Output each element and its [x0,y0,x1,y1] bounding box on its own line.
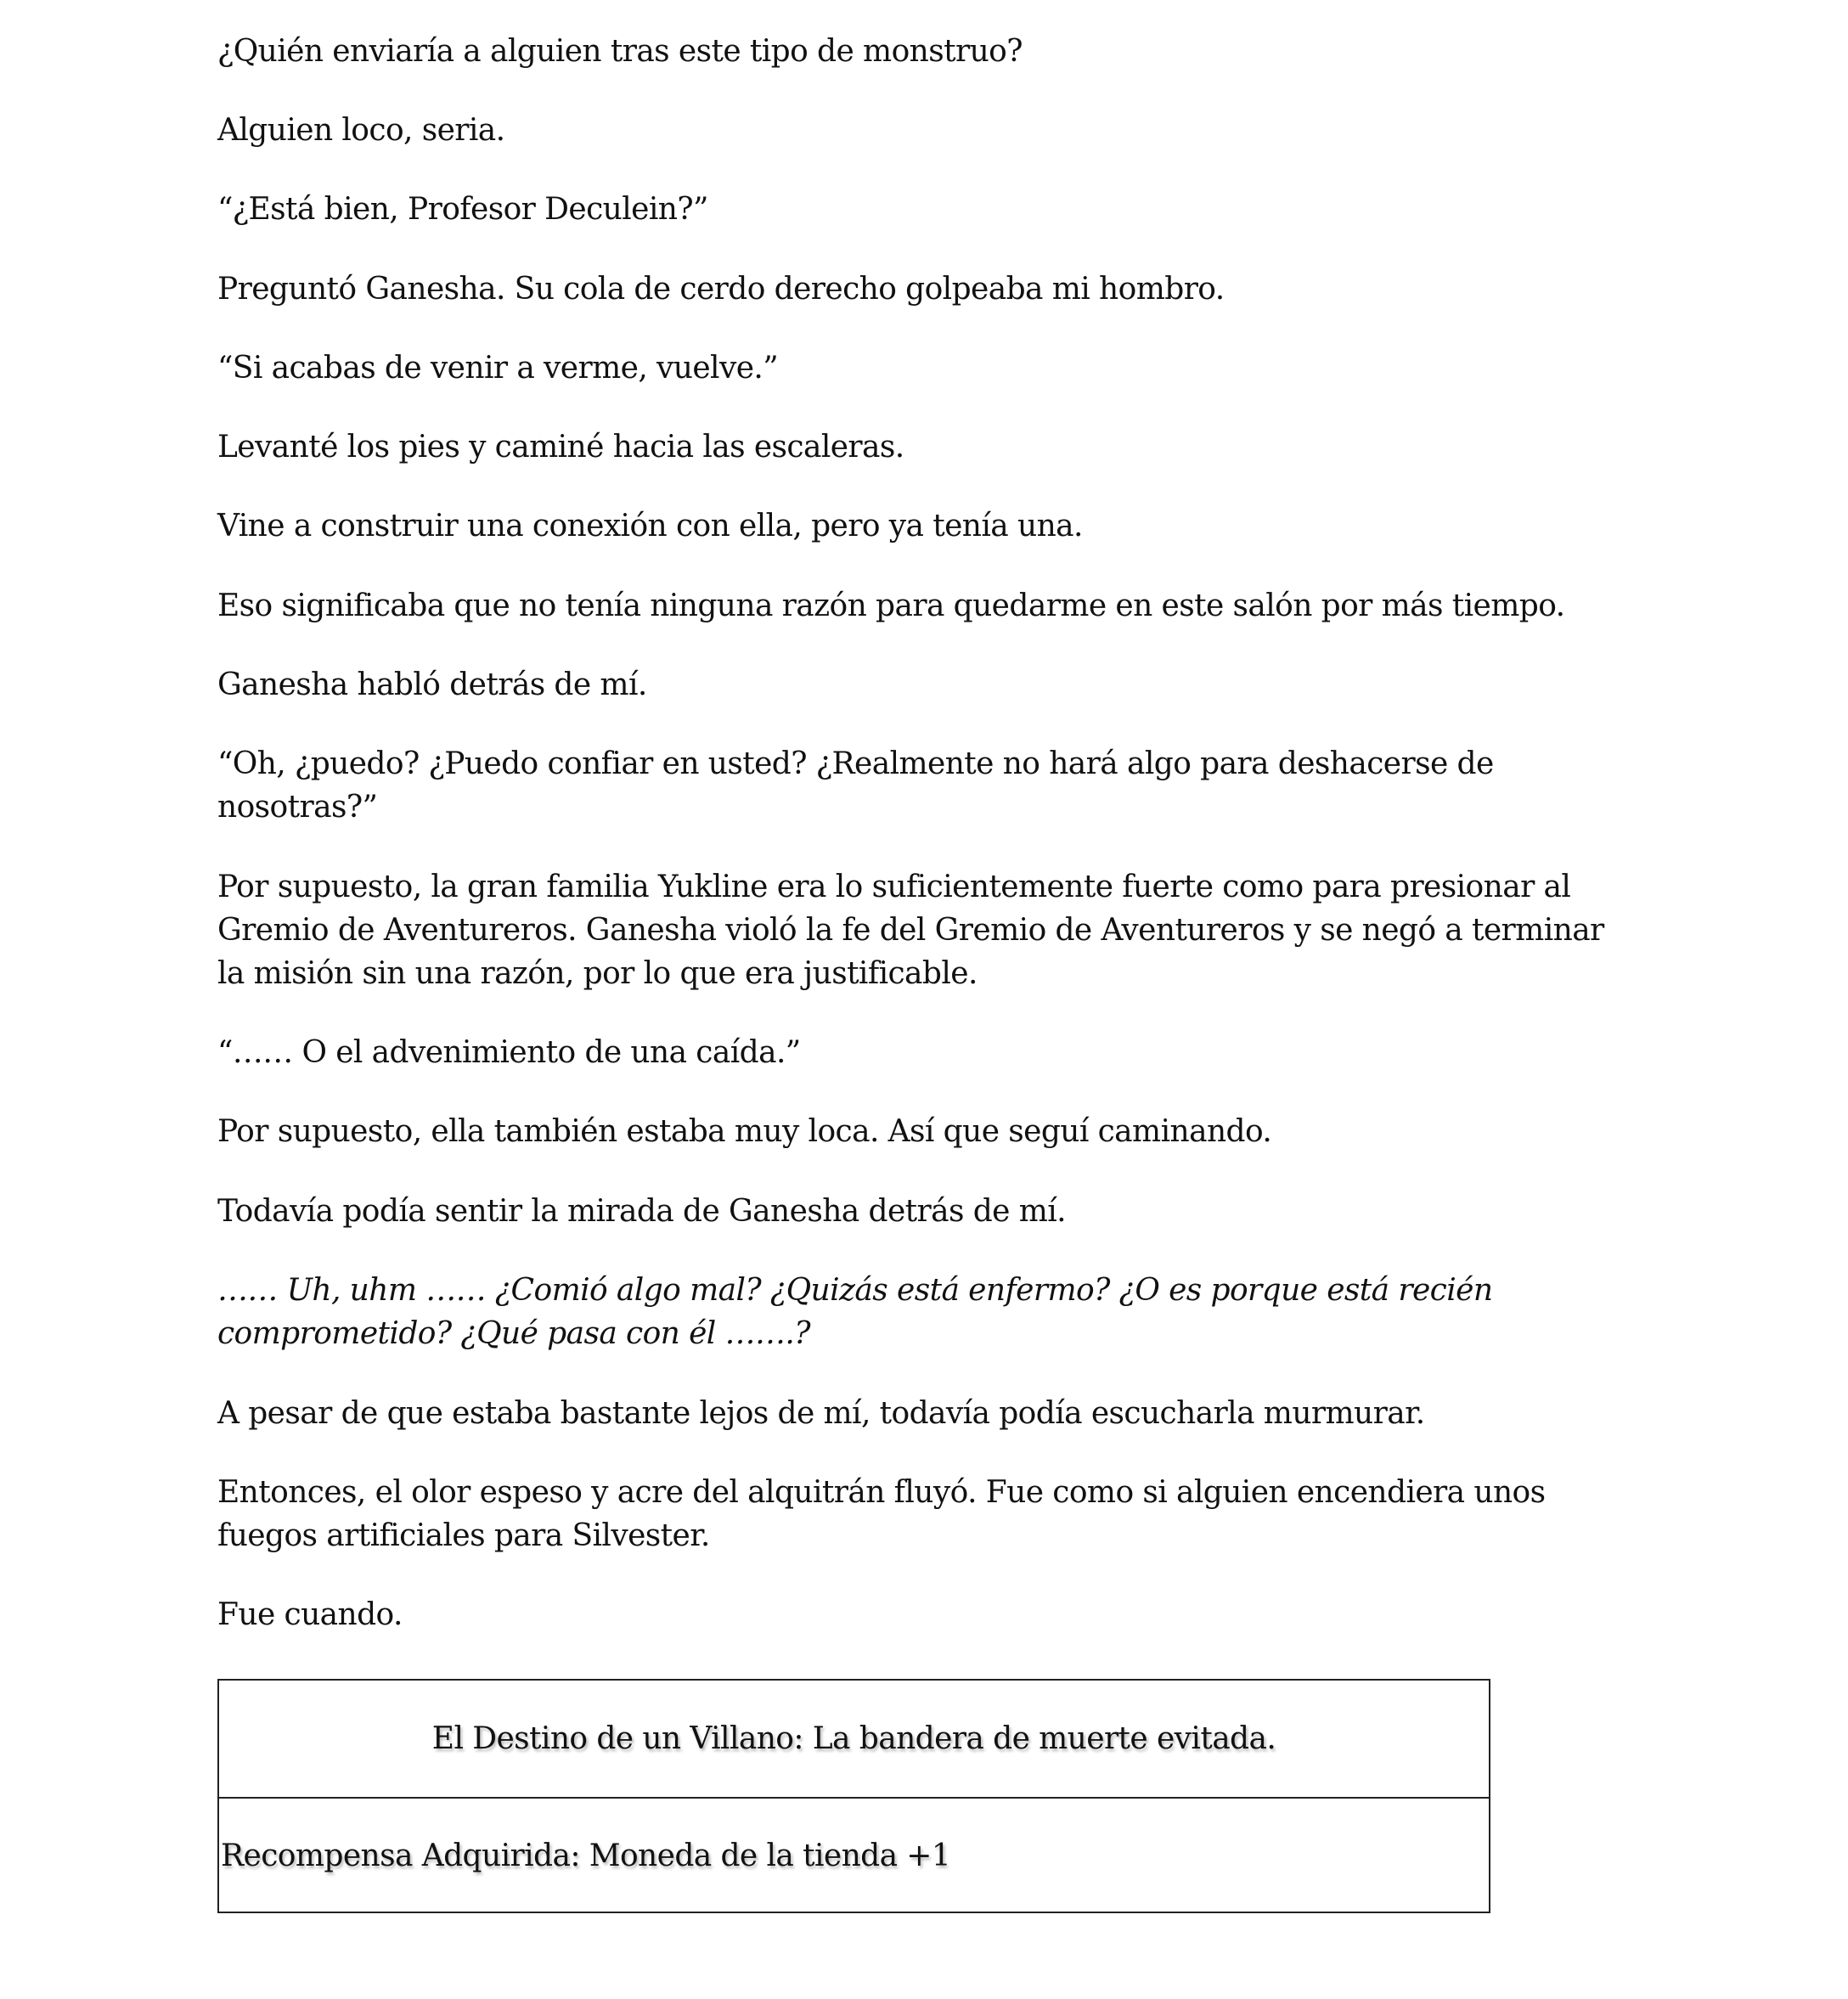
paragraph [217,1110,1661,1153]
paragraph-line: Preguntó Ganesha. Su cola de cerdo derecho golpeaba mi hombro. [217,272,1225,307]
paragraph [217,1392,1661,1435]
paragraph [217,109,1661,152]
paragraph [217,865,1661,995]
paragraph [217,267,1661,311]
paragraph-line: ¿Quién enviaría a alguien tras este tipo de monstruo? [217,34,1023,69]
paragraph-line: “…… O el advenimiento de una caída.” [217,1035,801,1070]
paragraph-line: comprometido? ¿Qué pasa con él …….? [217,1316,810,1351]
inner-thought-paragraph [217,1269,1661,1355]
dialogue-paragraph [217,188,1661,231]
notice-title: El Destino de un Villano: La bandera de muerte evitada. [431,1721,1276,1756]
system-notice-box [217,1679,1490,1913]
paragraph-line: la misión sin una razón, por lo que era justificable. [217,956,978,991]
paragraph [217,663,1661,707]
dialogue-paragraph [217,346,1661,390]
paragraph-line: Gremio de Aventureros. Ganesha violó la fe del Gremio de Aventureros y se negó a terminar [217,913,1604,948]
paragraph-line: Por supuesto, ella también estaba muy loca. Así que seguí caminando. [217,1114,1272,1149]
paragraph-line: nosotras?” [217,790,378,825]
paragraph-line: Todavía podía sentir la mirada de Ganesha detrás de mí. [217,1194,1066,1229]
paragraph [217,1593,1661,1636]
paragraph-line: Eso significaba que no tenía ninguna razón para quedarme en este salón por más tiempo. [217,588,1565,623]
paragraph-line: fuegos artificiales para Silvester. [217,1518,710,1553]
paragraph-line: Por supuesto, la gran familia Yukline era lo suficientemente fuerte como para presionar al [217,870,1571,904]
paragraph [217,425,1661,469]
paragraph [217,584,1661,628]
paragraph-line: “Oh, ¿puedo? ¿Puedo confiar en usted? ¿Realmente no hará algo para deshacerse de [217,746,1494,781]
paragraph-line: Vine a construir una conexión con ella, pero ya tenía una. [217,509,1083,543]
paragraph-line: “Si acabas de venir a verme, vuelve.” [217,351,779,386]
paragraph-line: Levanté los pies y caminé hacia las escaleras. [217,430,904,465]
paragraph-line: Alguien loco, seria. [217,113,505,148]
paragraph-line: Entonces, el olor espeso y acre del alquitrán fluyó. Fue como si alguien encendiera unos [217,1475,1546,1510]
paragraph-line: Ganesha habló detrás de mí. [217,667,647,702]
paragraph [217,30,1661,73]
paragraph-line: “¿Está bien, Profesor Deculein?” [217,192,708,227]
paragraph [217,1471,1661,1557]
dialogue-paragraph [217,1031,1661,1074]
dialogue-paragraph [217,742,1661,829]
paragraph [217,1190,1661,1233]
paragraph-line: Fue cuando. [217,1597,403,1632]
paragraph-line: …… Uh, uhm …… ¿Comió algo mal? ¿Quizás está enfermo? ¿O es porque está recién [217,1273,1493,1308]
paragraph [217,504,1661,548]
paragraph-line: A pesar de que estaba bastante lejos de mí, todavía podía escucharla murmurar. [217,1396,1425,1431]
notice-reward: Recompensa Adquirida: Moneda de la tienda +1 [221,1839,951,1873]
